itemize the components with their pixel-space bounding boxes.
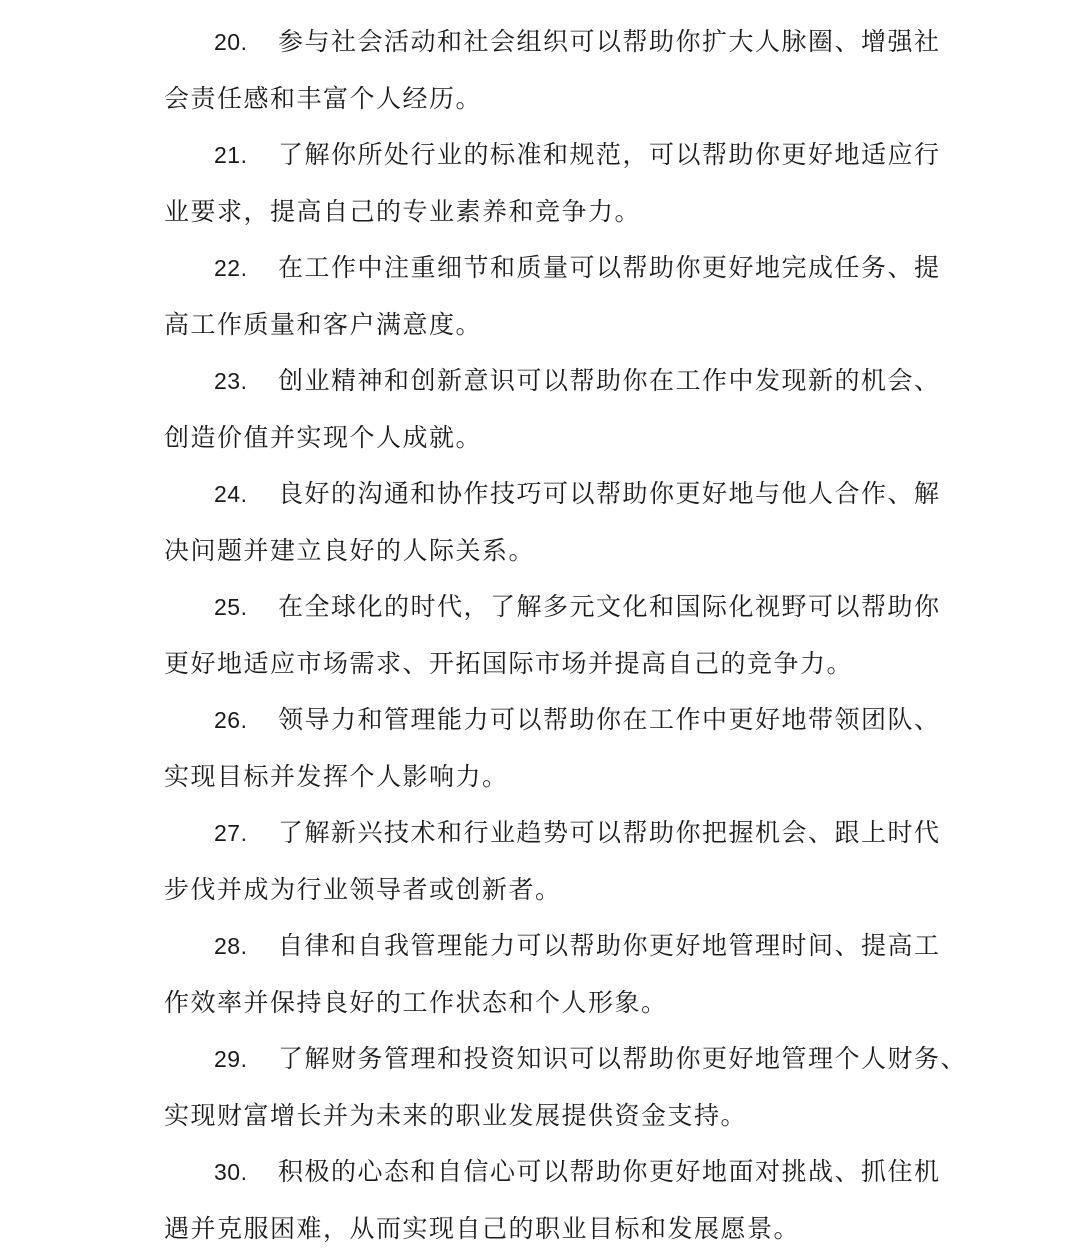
item-text-line2: 实现财富增长并为未来的职业发展提供资金支持。 — [164, 1088, 924, 1145]
list-item — [164, 14, 924, 127]
item-first-line — [164, 579, 924, 636]
item-text-line2: 高工作质量和客户满意度。 — [164, 297, 924, 354]
item-text-line2: 遇并克服困难，从而实现自己的职业目标和发展愿景。 — [164, 1201, 924, 1257]
item-text-line1: 自律和自我管理能力可以帮助你更好地管理时间、提高工 — [278, 931, 941, 960]
item-text-line2: 创造价值并实现个人成就。 — [164, 410, 924, 467]
item-first-line — [164, 692, 924, 749]
item-text-line1: 了解你所处行业的标准和规范，可以帮助你更好地适应行 — [278, 140, 941, 169]
item-first-line — [164, 466, 924, 523]
list-item — [164, 918, 924, 1031]
item-first-line — [164, 1031, 924, 1088]
item-text-line2: 会责任感和丰富个人经历。 — [164, 71, 924, 128]
item-number: 29. — [164, 1031, 278, 1088]
item-text-line1: 了解财务管理和投资知识可以帮助你更好地管理个人财务、 — [278, 1044, 967, 1073]
item-text-line2: 步伐并成为行业领导者或创新者。 — [164, 862, 924, 919]
item-number: 30. — [164, 1144, 278, 1201]
item-number: 20. — [164, 14, 278, 71]
item-text-line1: 了解新兴技术和行业趋势可以帮助你把握机会、跟上时代 — [278, 818, 941, 847]
item-number: 26. — [164, 692, 278, 749]
item-first-line — [164, 240, 924, 297]
list-item — [164, 1144, 924, 1257]
item-first-line — [164, 127, 924, 184]
item-number: 27. — [164, 805, 278, 862]
item-text-line1: 良好的沟通和协作技巧可以帮助你更好地与他人合作、解 — [278, 479, 941, 508]
item-first-line — [164, 805, 924, 862]
item-text-line2: 更好地适应市场需求、开拓国际市场并提高自己的竞争力。 — [164, 636, 924, 693]
item-text-line2: 决问题并建立良好的人际关系。 — [164, 523, 924, 580]
item-number: 28. — [164, 918, 278, 975]
item-text-line1: 积极的心态和自信心可以帮助你更好地面对挑战、抓住机 — [278, 1157, 941, 1186]
item-text-line1: 领导力和管理能力可以帮助你在工作中更好地带领团队、 — [278, 705, 941, 734]
item-text-line2: 业要求，提高自己的专业素养和竞争力。 — [164, 184, 924, 241]
list-item — [164, 240, 924, 353]
item-number: 24. — [164, 466, 278, 523]
item-number: 22. — [164, 240, 278, 297]
item-text-line1: 参与社会活动和社会组织可以帮助你扩大人脉圈、增强社 — [278, 27, 941, 56]
list-item — [164, 692, 924, 805]
item-first-line — [164, 918, 924, 975]
item-first-line — [164, 353, 924, 410]
item-text-line2: 作效率并保持良好的工作状态和个人形象。 — [164, 975, 924, 1032]
item-first-line — [164, 1144, 924, 1201]
item-number: 25. — [164, 579, 278, 636]
list-item — [164, 353, 924, 466]
list-item — [164, 127, 924, 240]
list-item — [164, 805, 924, 918]
list-item — [164, 579, 924, 692]
item-first-line — [164, 14, 924, 71]
list-item — [164, 466, 924, 579]
item-text-line1: 创业精神和创新意识可以帮助你在工作中发现新的机会、 — [278, 366, 941, 395]
item-text-line1: 在全球化的时代，了解多元文化和国际化视野可以帮助你 — [278, 592, 941, 621]
item-text-line2: 实现目标并发挥个人影响力。 — [164, 749, 924, 806]
item-number: 23. — [164, 353, 278, 410]
item-text-line1: 在工作中注重细节和质量可以帮助你更好地完成任务、提 — [278, 253, 941, 282]
list-item — [164, 1031, 924, 1144]
item-number: 21. — [164, 127, 278, 184]
